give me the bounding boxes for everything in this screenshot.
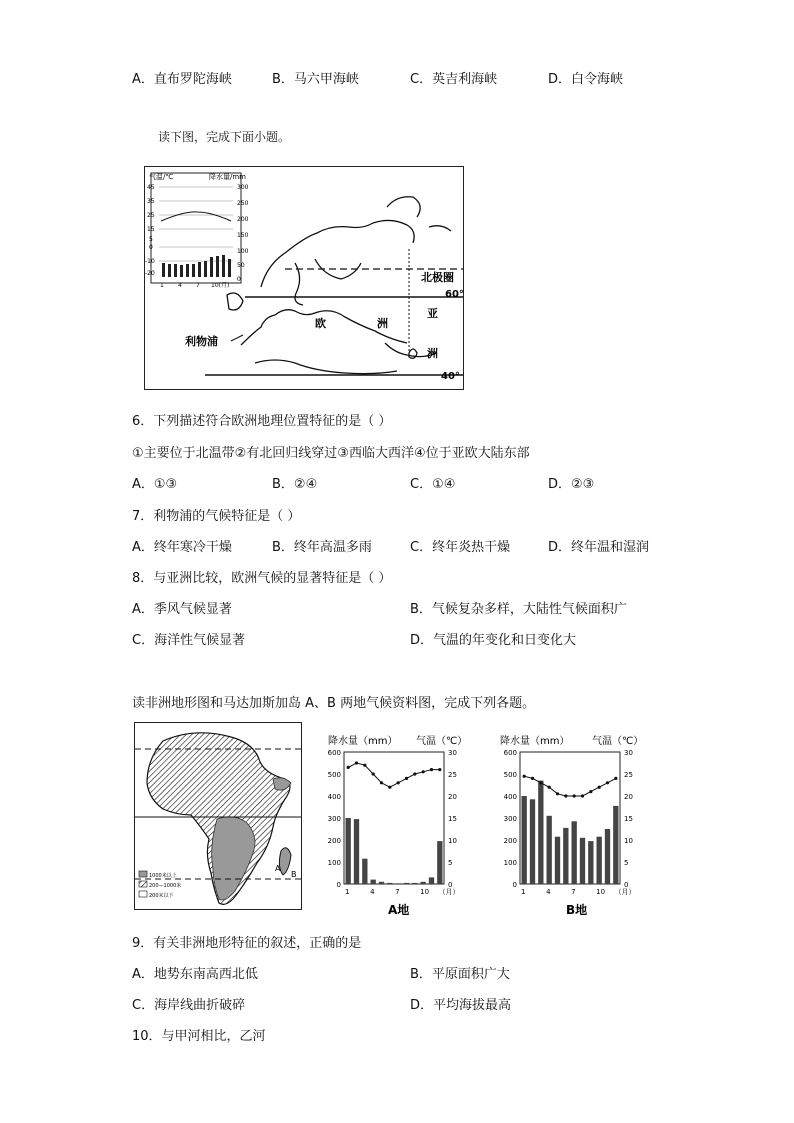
chart-a-temp-point bbox=[438, 768, 441, 771]
svg-text:25: 25 bbox=[147, 212, 155, 219]
chart-b-temp-point bbox=[548, 786, 551, 789]
q7-option-a[interactable]: A．终年寒冷干燥 bbox=[132, 540, 232, 555]
chart-b-temp-point bbox=[539, 781, 542, 784]
arctic-circle-label: 北极圈 bbox=[421, 271, 454, 284]
africa-highland bbox=[212, 817, 255, 900]
q6-option-b[interactable]: B．②④ bbox=[272, 477, 318, 492]
svg-text:0: 0 bbox=[149, 244, 153, 251]
climate-temp-label: 气温/℃ bbox=[149, 173, 174, 181]
chart-a-precip-bar bbox=[404, 883, 409, 884]
europe-label-1: 欧 bbox=[315, 317, 326, 330]
intro-europe: 读下图，完成下面小题。 bbox=[158, 130, 291, 144]
q7-option-c[interactable]: C．终年炎热干燥 bbox=[410, 540, 511, 555]
chart-a-x-tick: 7 bbox=[395, 888, 400, 896]
chart-a-precip-bar bbox=[421, 882, 426, 884]
chart-a-left-tick: 0 bbox=[336, 881, 341, 889]
chart-b-precip-bar bbox=[613, 806, 618, 884]
chart-a-ylabel-right: 气温（℃） bbox=[416, 736, 468, 747]
chart-b-precip-bar bbox=[572, 821, 577, 884]
chart-b-x-tick: 10 bbox=[596, 888, 606, 896]
chart-b-temp-point bbox=[556, 792, 559, 795]
chart-a-precip-bar bbox=[379, 882, 384, 884]
chart-b-precip-bar bbox=[530, 799, 535, 884]
svg-text:150: 150 bbox=[237, 232, 249, 239]
chart-b-temp-point bbox=[523, 775, 526, 778]
chart-a-temp-point bbox=[413, 772, 416, 775]
chart-b-left-tick: 100 bbox=[503, 859, 517, 867]
chart-a-temp-point bbox=[355, 761, 358, 764]
chart-a-left-tick: 500 bbox=[327, 771, 341, 779]
chart-a-x-tick: 4 bbox=[370, 888, 375, 896]
q8-option-b[interactable]: B．气候复杂多样，大陆性气候面积广 bbox=[410, 602, 627, 617]
svg-text:200—1000米: 200—1000米 bbox=[149, 883, 182, 889]
climate-chart-b bbox=[492, 732, 650, 922]
q6-stem: 6．下列描述符合欧洲地理位置特征的是（ ） bbox=[132, 414, 392, 429]
chart-a-right-tick: 5 bbox=[448, 859, 453, 867]
chart-a-temp-point bbox=[380, 781, 383, 784]
chart-a-right-tick: 10 bbox=[448, 837, 457, 845]
svg-text:1: 1 bbox=[160, 282, 164, 289]
chart-b-precip-bar bbox=[538, 781, 543, 884]
chart-a-x-tick: （月） bbox=[438, 888, 460, 896]
lat40-label: 40° bbox=[441, 371, 460, 382]
chart-a-precip-bar bbox=[371, 880, 376, 884]
liverpool-pointer bbox=[231, 335, 243, 341]
chart-b-right-tick: 10 bbox=[624, 837, 633, 845]
chart-b-ylabel-left: 降水量（mm） bbox=[500, 736, 570, 747]
chart-a-plot bbox=[328, 749, 460, 896]
chart-a-temp-point bbox=[372, 772, 375, 775]
chart-a-precip-bar bbox=[412, 883, 417, 884]
svg-text:250: 250 bbox=[237, 200, 249, 207]
africa-map-svg bbox=[135, 723, 301, 909]
chart-a-temp-point bbox=[405, 777, 408, 780]
svg-text:7: 7 bbox=[196, 282, 200, 289]
q10-stem: 10．与甲河相比，乙河 bbox=[132, 1029, 266, 1044]
q7-stem: 7．利物浦的气候特征是（ ） bbox=[132, 509, 301, 524]
chart-b-temp-line bbox=[524, 776, 616, 796]
chart-b-left-tick: 600 bbox=[503, 749, 517, 757]
chart-b-temp-point bbox=[573, 794, 576, 797]
chart-b-temp-point bbox=[614, 777, 617, 780]
chart-b-precip-bar bbox=[588, 841, 593, 884]
europe-map-svg bbox=[145, 167, 463, 389]
asia-label-1: 亚 bbox=[427, 307, 438, 320]
svg-text:-10: -10 bbox=[145, 258, 155, 265]
q9-stem: 9．有关非洲地形特征的叙述，正确的是 bbox=[132, 936, 362, 951]
point-a-label: A bbox=[275, 864, 281, 873]
svg-text:1000米以上: 1000米以上 bbox=[149, 873, 177, 879]
chart-a-left-tick: 100 bbox=[327, 859, 341, 867]
chart-b-left-tick: 0 bbox=[512, 881, 517, 889]
chart-a-temp-point bbox=[388, 786, 391, 789]
q7-option-b[interactable]: B．终年高温多雨 bbox=[272, 540, 372, 555]
q5-option-a[interactable]: A．直布罗陀海峡 bbox=[132, 72, 232, 87]
chart-b-plot bbox=[504, 749, 636, 896]
liverpool-label: 利物浦 bbox=[185, 335, 218, 348]
chart-b-temp-point bbox=[606, 781, 609, 784]
chart-a-temp-point bbox=[422, 770, 425, 773]
svg-text:4: 4 bbox=[178, 282, 182, 289]
chart-b-temp-point bbox=[531, 777, 534, 780]
chart-b-precip-bar bbox=[605, 829, 610, 884]
chart-b-right-tick: 0 bbox=[624, 881, 629, 889]
q6-option-a[interactable]: A．①③ bbox=[132, 477, 178, 492]
chart-b-x-tick: 7 bbox=[571, 888, 576, 896]
svg-text:200: 200 bbox=[237, 216, 249, 223]
svg-text:0: 0 bbox=[237, 276, 241, 283]
chart-b-title: B地 bbox=[566, 903, 588, 917]
point-b-label: B bbox=[291, 870, 297, 879]
svg-text:45: 45 bbox=[147, 184, 155, 191]
chart-a-precip-bar bbox=[387, 883, 392, 884]
chart-b-right-tick: 15 bbox=[624, 815, 633, 823]
africa-map-figure bbox=[134, 722, 302, 910]
chart-a-x-tick: 1 bbox=[345, 888, 350, 896]
q6-option-d[interactable]: D．②③ bbox=[548, 477, 595, 492]
q8-option-c[interactable]: C．海洋性气候显著 bbox=[132, 633, 246, 648]
chart-a-left-tick: 300 bbox=[327, 815, 341, 823]
chart-b-precip-bar bbox=[563, 828, 568, 884]
chart-b-precip-bar bbox=[580, 838, 585, 884]
q6-statements: ①主要位于北温带②有北回归线穿过③西临大西洋④位于亚欧大陆东部 bbox=[132, 446, 530, 461]
lat60-label: 60° bbox=[445, 289, 463, 300]
chart-a-precip-bar bbox=[437, 841, 442, 884]
europe-map-figure bbox=[144, 166, 464, 390]
chart-b-x-tick: 1 bbox=[521, 888, 526, 896]
chart-b-left-tick: 300 bbox=[503, 815, 517, 823]
chart-b-precip-bar bbox=[522, 796, 527, 884]
chart-b-left-tick: 200 bbox=[503, 837, 517, 845]
svg-text:5: 5 bbox=[149, 236, 153, 243]
q6-option-c[interactable]: C．①④ bbox=[410, 477, 456, 492]
chart-b-right-tick: 25 bbox=[624, 771, 633, 779]
chart-b-temp-point bbox=[581, 794, 584, 797]
svg-text:35: 35 bbox=[147, 198, 155, 205]
chart-b-right-tick: 20 bbox=[624, 793, 633, 801]
q8-stem: 8．与亚洲比较，欧洲气候的显著特征是（ ） bbox=[132, 571, 392, 586]
chart-b-right-tick: 30 bbox=[624, 749, 633, 757]
chart-a-temp-point bbox=[363, 764, 366, 767]
chart-b-right-tick: 5 bbox=[624, 859, 629, 867]
svg-text:100: 100 bbox=[237, 248, 249, 255]
africa-legend bbox=[139, 871, 181, 899]
chart-b-temp-point bbox=[598, 786, 601, 789]
chart-a-x-tick: 10 bbox=[420, 888, 430, 896]
q9-option-a[interactable]: A．地势东南高西北低 bbox=[132, 967, 258, 982]
q5-option-c[interactable]: C．英吉利海峡 bbox=[410, 72, 498, 87]
chart-b-x-tick: 4 bbox=[546, 888, 551, 896]
q9-option-b[interactable]: B．平原面积广大 bbox=[410, 967, 510, 982]
chart-a-temp-point bbox=[430, 768, 433, 771]
chart-b-temp-point bbox=[564, 794, 567, 797]
chart-a-ylabel-left: 降水量（mm） bbox=[328, 736, 398, 747]
q8-option-d[interactable]: D．气温的年变化和日变化大 bbox=[410, 633, 577, 648]
chart-a-right-tick: 30 bbox=[448, 749, 457, 757]
climate-chart-a bbox=[316, 732, 474, 922]
chart-a-precip-bar bbox=[362, 859, 367, 884]
chart-a-right-tick: 20 bbox=[448, 793, 457, 801]
chart-a-right-tick: 25 bbox=[448, 771, 457, 779]
chart-b-ylabel-right: 气温（℃） bbox=[592, 736, 644, 747]
q8-option-a[interactable]: A．季风气候显著 bbox=[132, 602, 232, 617]
svg-text:15: 15 bbox=[147, 226, 155, 233]
madagascar bbox=[279, 848, 291, 875]
chart-a-temp-line bbox=[348, 763, 440, 787]
svg-text:50: 50 bbox=[237, 262, 245, 269]
chart-a-left-tick: 200 bbox=[327, 837, 341, 845]
asia-label-2: 洲 bbox=[427, 347, 438, 360]
q9-option-c[interactable]: C．海岸线曲折破碎 bbox=[132, 998, 246, 1013]
q5-option-b[interactable]: B．马六甲海峡 bbox=[272, 72, 359, 87]
chart-a-precip-bar bbox=[346, 818, 351, 884]
chart-a-temp-point bbox=[397, 781, 400, 784]
climate-precip-label: 降水量/mm bbox=[209, 173, 246, 181]
svg-text:200米以下: 200米以下 bbox=[149, 893, 174, 899]
chart-a-left-tick: 400 bbox=[327, 793, 341, 801]
chart-b-temp-point bbox=[589, 790, 592, 793]
chart-a-left-tick: 600 bbox=[327, 749, 341, 757]
chart-a-temp-point bbox=[347, 766, 350, 769]
chart-b-precip-bar bbox=[555, 837, 560, 884]
chart-a-right-tick: 0 bbox=[448, 881, 453, 889]
chart-a-right-tick: 15 bbox=[448, 815, 457, 823]
svg-text:300: 300 bbox=[237, 184, 249, 191]
chart-a-precip-bar bbox=[396, 883, 401, 884]
q7-option-d[interactable]: D．终年温和湿润 bbox=[548, 540, 650, 555]
svg-text:10(月): 10(月) bbox=[211, 282, 230, 289]
intro-africa: 读非洲地形图和马达加斯加岛 A、B 两地气候资料图，完成下列各题。 bbox=[132, 696, 536, 711]
chart-b-precip-bar bbox=[547, 816, 552, 884]
chart-b-left-tick: 500 bbox=[503, 771, 517, 779]
europe-coastline bbox=[227, 197, 451, 374]
svg-text:-20: -20 bbox=[145, 270, 155, 277]
q9-option-d[interactable]: D．平均海拔最高 bbox=[410, 998, 512, 1013]
q5-option-d[interactable]: D．白令海峡 bbox=[548, 72, 624, 87]
chart-a-precip-bar bbox=[354, 819, 359, 884]
chart-a-precip-bar bbox=[429, 877, 434, 884]
europe-label-2: 洲 bbox=[377, 317, 388, 330]
chart-a-title: A地 bbox=[388, 903, 410, 917]
chart-b-left-tick: 400 bbox=[503, 793, 517, 801]
chart-b-precip-bar bbox=[597, 837, 602, 884]
chart-b-x-tick: （月） bbox=[614, 888, 636, 896]
climate-temp-ticks bbox=[145, 184, 155, 277]
